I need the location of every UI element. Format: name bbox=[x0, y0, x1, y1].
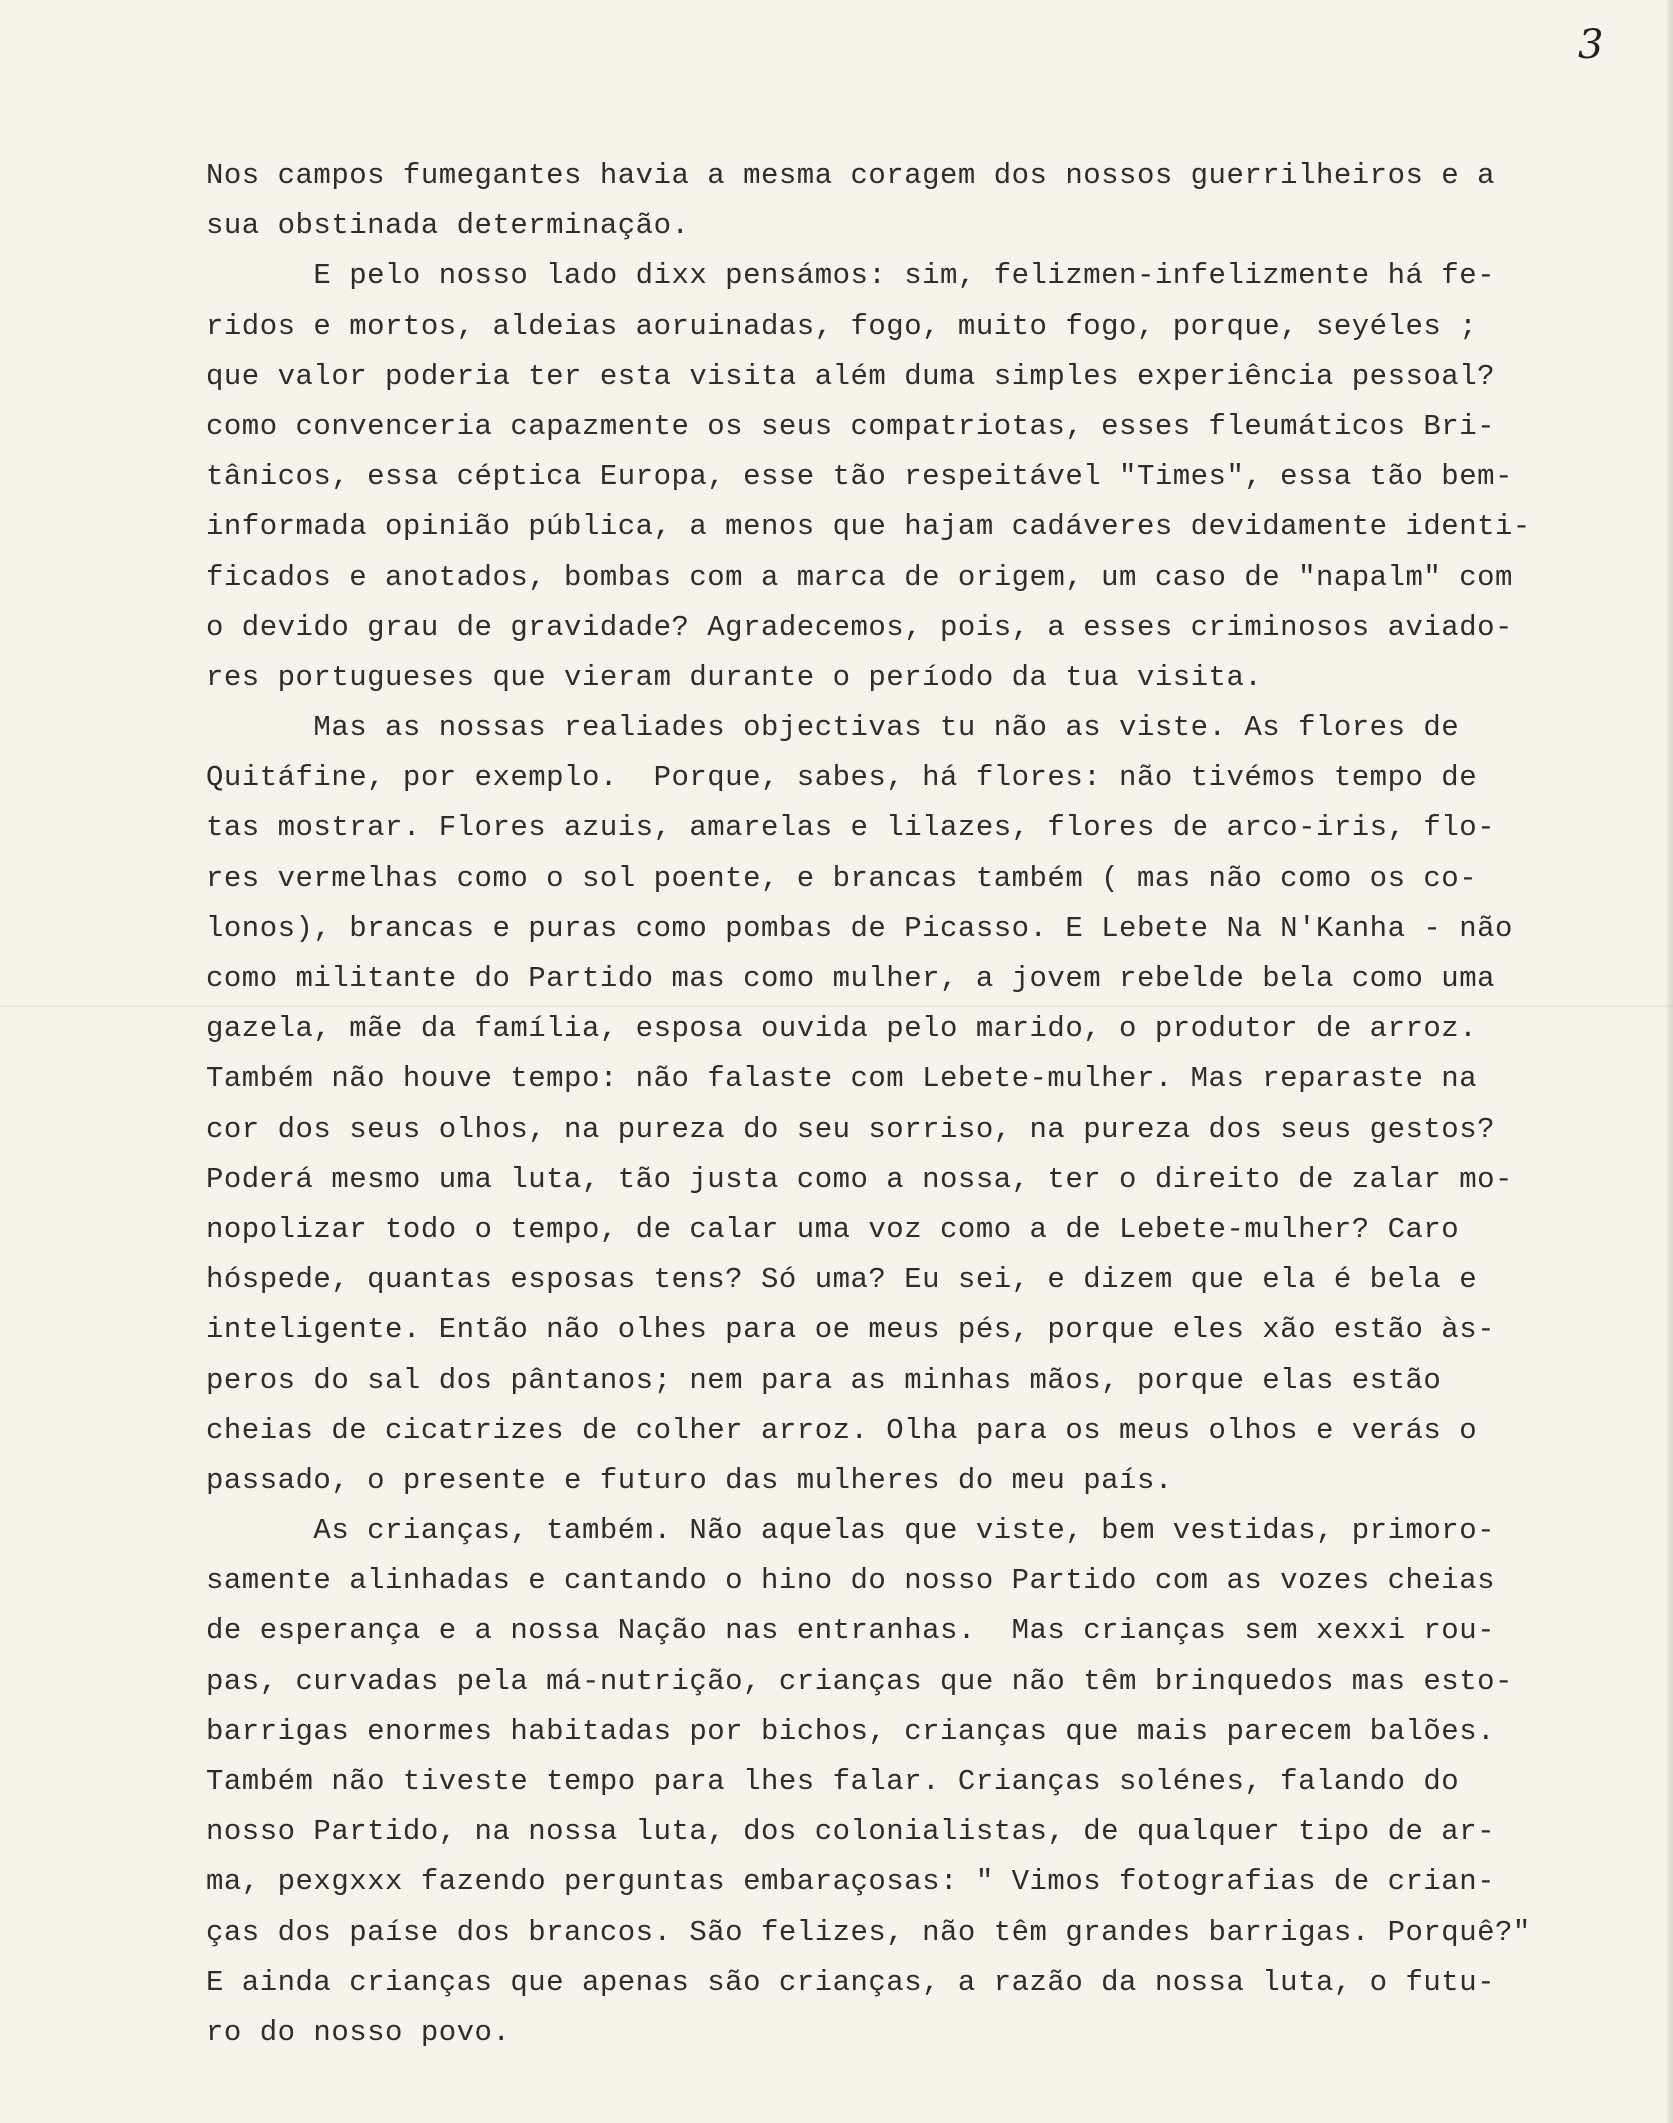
text-line: Mas as nossas realiades objectivas tu não as viste. As flores de bbox=[206, 711, 1460, 745]
text-line: Também não houve tempo: não falaste com Lebete-mulher. Mas reparaste na bbox=[206, 1062, 1478, 1096]
text-line: pas, curvadas pela má-nutrição, crianças que não têm brinquedos mas esto- bbox=[206, 1664, 1513, 1698]
text-line: peros do sal dos pântanos; nem para as minhas mãos, porque elas estão bbox=[206, 1363, 1442, 1397]
text-line: Poderá mesmo uma luta, tão justa como a nossa, ter o direito de zalar mo- bbox=[206, 1162, 1513, 1196]
text-line: ridos e mortos, aldeias aoruinadas, fogo, muito fogo, porque, seyéles ; bbox=[206, 309, 1478, 343]
paper-edge-shadow bbox=[1665, 0, 1673, 2123]
text-line: nosso Partido, na nossa luta, dos colonialistas, de qualquer tipo de ar- bbox=[206, 1815, 1496, 1849]
text-line: cor dos seus olhos, na pureza do seu sorriso, na pureza dos seus gestos? bbox=[206, 1112, 1496, 1146]
text-line: Nos campos fumegantes havia a mesma coragem dos nossos guerrilheiros e a bbox=[206, 159, 1496, 192]
text-line: o devido grau de gravidade? Agradecemos, pois, a esses criminosos aviado- bbox=[206, 610, 1513, 644]
text-line: gazela, mãe da família, esposa ouvida pelo marido, o produtor de arroz. bbox=[206, 1012, 1478, 1046]
text-line: As crianças, também. Não aquelas que viste, bem vestidas, primoro- bbox=[206, 1514, 1496, 1548]
text-line: res vermelhas como o sol poente, e brancas também ( mas não como os co- bbox=[206, 861, 1478, 895]
text-line: lonos), brancas e puras como pombas de Picasso. E Lebete Na N'Kanha - não bbox=[206, 911, 1513, 945]
text-line: ro do nosso povo. bbox=[206, 2015, 511, 2049]
text-line: inteligente. Então não olhes para oe meus pés, porque eles xão estão às- bbox=[206, 1313, 1496, 1347]
text-line: cheias de cicatrizes de colher arroz. Olha para os meus olhos e verás o bbox=[206, 1413, 1478, 1447]
text-line: que valor poderia ter esta visita além duma simples experiência pessoal? bbox=[206, 359, 1496, 393]
text-line: sua obstinada determinação. bbox=[206, 209, 690, 243]
text-line: ma, pexgxxx fazendo perguntas embaraçosas: " Vimos fotografias de crian- bbox=[206, 1865, 1496, 1899]
text-line: Também não tiveste tempo para lhes falar. Crianças solénes, falando do bbox=[206, 1765, 1460, 1798]
text-line: de esperança e a nossa Nação nas entranhas. Mas crianças sem xexxi rou- bbox=[206, 1614, 1496, 1648]
text-line: barrigas enormes habitadas por bichos, crianças que mais parecem balões. bbox=[206, 1714, 1496, 1748]
text-line: tânicos, essa céptica Europa, esse tão respeitável "Times", essa tão bem- bbox=[206, 460, 1513, 494]
text-line: nopolizar todo o tempo, de calar uma voz como a de Lebete-mulher? Caro bbox=[206, 1212, 1460, 1246]
text-line: como convenceria capazmente os seus compatriotas, esses fleumáticos Bri- bbox=[206, 409, 1496, 443]
text-line: ficados e anotados, bombas com a marca de origem, um caso de "napalm" com bbox=[206, 560, 1513, 594]
text-line: tas mostrar. Flores azuis, amarelas e lilazes, flores de arco-iris, flo- bbox=[206, 811, 1496, 845]
text-line: Quitáfine, por exemplo. Porque, sabes, há flores: não tivémos tempo de bbox=[206, 761, 1478, 795]
text-line: ças dos paíse dos brancos. São felizes, não têm grandes barrigas. Porquê?" bbox=[206, 1915, 1531, 1949]
typewritten-body bbox=[206, 151, 1531, 2058]
text-line: como militante do Partido mas como mulher, a jovem rebelde bela como uma bbox=[206, 962, 1496, 995]
text-line: hóspede, quantas esposas tens? Só uma? Eu sei, e dizem que ela é bela e bbox=[206, 1263, 1478, 1297]
text-line: samente alinhadas e cantando o hino do nosso Partido com as vozes cheias bbox=[206, 1564, 1496, 1598]
text-line: E pelo nosso lado dixx pensámos: sim, felizmen-infelizmente há fe- bbox=[206, 259, 1496, 293]
page-number: 3 bbox=[1578, 22, 1604, 68]
text-line: res portugueses que vieram durante o período da tua visita. bbox=[206, 660, 1263, 694]
text-line: informada opinião pública, a menos que hajam cadáveres devidamente identi- bbox=[206, 510, 1531, 544]
text-line: E ainda crianças que apenas são crianças, a razão da nossa luta, o futu- bbox=[206, 1965, 1496, 1999]
text-line: passado, o presente e futuro das mulheres do meu país. bbox=[206, 1463, 1173, 1497]
